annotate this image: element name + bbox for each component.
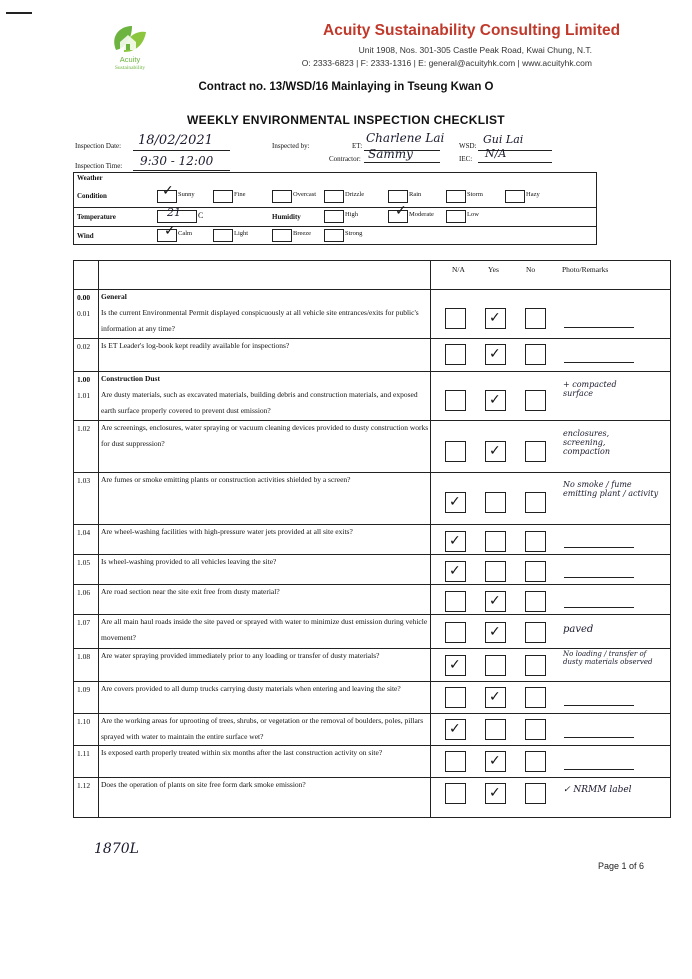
item-remark: + compacted surface — [563, 380, 617, 398]
section-number: 0.00 — [77, 293, 91, 302]
remarks-line — [564, 607, 634, 608]
check-icon: ✓ — [489, 785, 501, 801]
temperature-value: 21 — [167, 206, 181, 219]
check-icon: ✓ — [489, 392, 501, 408]
checkbox-yes[interactable] — [485, 751, 506, 772]
checkbox-na[interactable] — [445, 719, 466, 740]
company-name: Acuity Sustainability Consulting Limited — [323, 22, 621, 39]
check-icon: ✓ — [489, 753, 501, 769]
checkbox-yes[interactable] — [485, 441, 506, 462]
checklist-table — [73, 260, 671, 818]
checkbox-yes[interactable] — [485, 308, 506, 329]
checkbox-yes[interactable] — [485, 655, 506, 676]
item-number: 1.07 — [77, 618, 91, 627]
checkbox-no[interactable] — [525, 561, 546, 582]
temperature-unit: C — [198, 211, 204, 220]
checkbox-yes[interactable] — [485, 687, 506, 708]
et-value: Charlene Lai — [366, 131, 445, 145]
check-icon: ✓ — [489, 689, 501, 705]
item-question: Is the current Environmental Permit displayed conspicuously at all vehicle site entrances/exits for public's information at any time? — [101, 308, 419, 333]
checkbox-na[interactable] — [445, 492, 466, 513]
col-divider — [98, 261, 99, 817]
check-icon: ✓ — [449, 563, 461, 579]
item-question: Is ET Leader's log-book kept readily available for inspections? — [101, 341, 290, 350]
item-question: Are all main haul roads inside the site paved or sprayed with water to minimize dust emission during vehicle movement? — [101, 617, 428, 642]
item-number: 1.05 — [77, 558, 91, 567]
checkbox-yes[interactable] — [485, 591, 506, 612]
time-label: Inspection Time: — [75, 162, 123, 170]
item-remark: No loading / transfer of dusty materials observed — [563, 650, 653, 666]
item-remark: enclosures, screening, compaction — [563, 429, 610, 456]
item-number: 1.10 — [77, 717, 91, 726]
inspected-by-label: Inspected by: — [272, 142, 310, 150]
weather-divider — [74, 207, 596, 208]
checkbox-yes[interactable] — [485, 622, 506, 643]
temperature-label: Temperature — [77, 213, 116, 221]
weather-table: Weather Condition Temperature Wind Sunny ✓ Fine Overcast Drizzle Rain Storm Hazy 21 C Humidity High Moderate ✓ Low Calm ✓ Light Breeze Strong — [73, 172, 597, 245]
condition-label: Condition — [77, 192, 107, 200]
checkbox-na[interactable] — [445, 441, 466, 462]
checkbox-na[interactable] — [445, 591, 466, 612]
check-icon: ✓ — [489, 443, 501, 459]
item-question: Are water spraying provided immediately prior to any loading or transfer of dusty materials? — [101, 651, 380, 660]
corner-mark — [6, 12, 32, 14]
checkbox-no[interactable] — [525, 687, 546, 708]
et-label: ET: — [352, 142, 363, 150]
item-number: 1.02 — [77, 424, 91, 433]
company-logo — [102, 20, 158, 72]
item-number: 1.12 — [77, 781, 91, 790]
item-question: Are fumes or smoke emitting plants or construction activities shielded by a screen? — [101, 475, 351, 484]
remarks-line — [564, 327, 634, 328]
checkbox-no[interactable] — [525, 441, 546, 462]
company-address: Unit 1908, Nos. 301-305 Castle Peak Road, Kwai Chung, N.T. — [358, 45, 592, 55]
section-title: General — [101, 292, 127, 301]
handwritten-note: 1870L — [94, 841, 139, 857]
item-number: 0.02 — [77, 342, 91, 351]
checkbox-yes[interactable] — [485, 531, 506, 552]
checkbox-na[interactable] — [445, 531, 466, 552]
item-remark: No smoke / fume emitting plant / activity — [563, 480, 659, 498]
page-number: Page 1 of 6 — [597, 861, 644, 871]
document-title: WEEKLY ENVIRONMENTAL INSPECTION CHECKLIST — [187, 113, 505, 127]
checkbox-no[interactable] — [525, 751, 546, 772]
checkbox-na[interactable] — [445, 308, 466, 329]
item-question: Does the operation of plants on site free form dark smoke emission? — [101, 780, 306, 789]
remarks-line — [564, 577, 634, 578]
checkbox-yes[interactable] — [485, 561, 506, 582]
item-question: Is exposed earth properly treated within six months after the last construction activity on site? — [101, 748, 383, 757]
check-icon: ✓ — [449, 533, 461, 549]
col-header-no: No — [526, 265, 536, 274]
item-number: 1.08 — [77, 652, 91, 661]
contractor-label: Contractor: — [329, 155, 361, 163]
iec-label: IEC: — [459, 155, 473, 163]
checkbox-yes[interactable] — [485, 390, 506, 411]
remarks-line — [564, 362, 634, 363]
checkbox-no[interactable] — [525, 591, 546, 612]
checkbox-na[interactable] — [445, 687, 466, 708]
checkbox-no[interactable] — [525, 390, 546, 411]
checkbox-na[interactable] — [445, 390, 466, 411]
item-number: 1.11 — [77, 749, 90, 758]
time-value: 9:30 - 12:00 — [140, 154, 214, 168]
remarks-line — [564, 769, 634, 770]
checkbox-no[interactable] — [525, 344, 546, 365]
checkbox-no[interactable] — [525, 622, 546, 643]
checkbox-na[interactable] — [445, 751, 466, 772]
col-header-remarks: Photo/Remarks — [562, 265, 609, 274]
checkbox-no[interactable] — [525, 655, 546, 676]
item-question: Are covers provided to all dump trucks carrying dusty materials when entering and leaving the site? — [101, 684, 401, 693]
item-question: Are wheel-washing facilities with high-pressure water jets provided at all site exits? — [101, 527, 353, 536]
checkbox-no[interactable] — [525, 308, 546, 329]
item-question: Are dusty materials, such as excavated materials, building debris and construction materials, and exposed earth surface properly covered to prevent dust emission? — [101, 390, 418, 415]
item-number: 1.04 — [77, 528, 91, 537]
item-number: 1.09 — [77, 685, 91, 694]
wsd-label: WSD: — [459, 142, 477, 150]
check-icon: ✓ — [489, 624, 501, 640]
item-number: 0.01 — [77, 309, 91, 318]
check-icon: ✓ — [162, 183, 174, 199]
remarks-line — [564, 547, 634, 548]
item-question: Are the working areas for uprooting of trees, shrubs, or vegetation or the removal of boulders, poles, pillars sprayed with water to maintain the entire surface wet? — [101, 716, 424, 741]
wind-label: Wind — [77, 232, 94, 240]
check-icon: ✓ — [449, 494, 461, 510]
checkbox-yes[interactable] — [485, 719, 506, 740]
checkbox-na[interactable] — [445, 655, 466, 676]
checkbox-na[interactable] — [445, 622, 466, 643]
check-icon: ✓ — [449, 721, 461, 737]
col-header-yes: Yes — [488, 265, 499, 274]
checkbox-no[interactable] — [525, 492, 546, 513]
section-title: Construction Dust — [101, 374, 160, 383]
item-remark: paved — [563, 624, 594, 635]
check-icon: ✓ — [489, 593, 501, 609]
remarks-line — [564, 737, 634, 738]
humidity-label: Humidity — [272, 213, 301, 221]
check-icon: ✓ — [489, 310, 501, 326]
item-question: Are road section near the site exit free from dusty material? — [101, 587, 280, 596]
wsd-value: Gui Lai — [483, 133, 524, 146]
item-number: 1.03 — [77, 476, 91, 485]
item-question: Is wheel-washing provided to all vehicles leaving the site? — [101, 557, 277, 566]
check-icon: ✓ — [449, 657, 461, 673]
company-contact: O: 2333-6823 | F: 2333-1316 | E: general@acuityhk.com | www.acuityhk.com — [301, 58, 592, 68]
col-divider — [430, 261, 431, 817]
iec-value: N/A — [485, 147, 507, 160]
check-icon: ✓ — [395, 203, 407, 219]
item-question: Are screenings, enclosures, water spraying or vacuum cleaning devices provided to dusty construction works for dust suppression? — [101, 423, 429, 448]
weather-label: Weather — [77, 174, 103, 182]
contract-title: Contract no. 13/WSD/16 Mainlaying in Tseung Kwan O — [198, 81, 494, 93]
check-icon: ✓ — [164, 223, 176, 239]
logo-subtext: Sustainability — [114, 65, 146, 71]
checkbox-no[interactable] — [525, 531, 546, 552]
date-label: Inspection Date: — [75, 142, 122, 150]
logo-icon — [102, 20, 158, 56]
item-number: 1.06 — [77, 588, 91, 597]
remarks-line — [564, 705, 634, 706]
weather-divider — [74, 226, 596, 227]
item-number: 1.01 — [77, 391, 91, 400]
checkbox-na[interactable] — [445, 344, 466, 365]
checkbox-yes[interactable] — [485, 344, 506, 365]
checkbox-yes[interactable] — [485, 492, 506, 513]
checkbox-no[interactable] — [525, 783, 546, 804]
section-number: 1.00 — [77, 375, 91, 384]
checkbox-yes[interactable] — [485, 783, 506, 804]
checkbox-na[interactable] — [445, 783, 466, 804]
check-icon: ✓ — [489, 346, 501, 362]
checkbox-no[interactable] — [525, 719, 546, 740]
contractor-value: Sammy — [368, 147, 413, 161]
checkbox-na[interactable] — [445, 561, 466, 582]
logo-text: Acuity — [119, 55, 141, 64]
col-header-na: N/A — [452, 265, 465, 274]
date-value: 18/02/2021 — [138, 133, 213, 148]
item-remark: ✓ NRMM label — [563, 785, 632, 795]
